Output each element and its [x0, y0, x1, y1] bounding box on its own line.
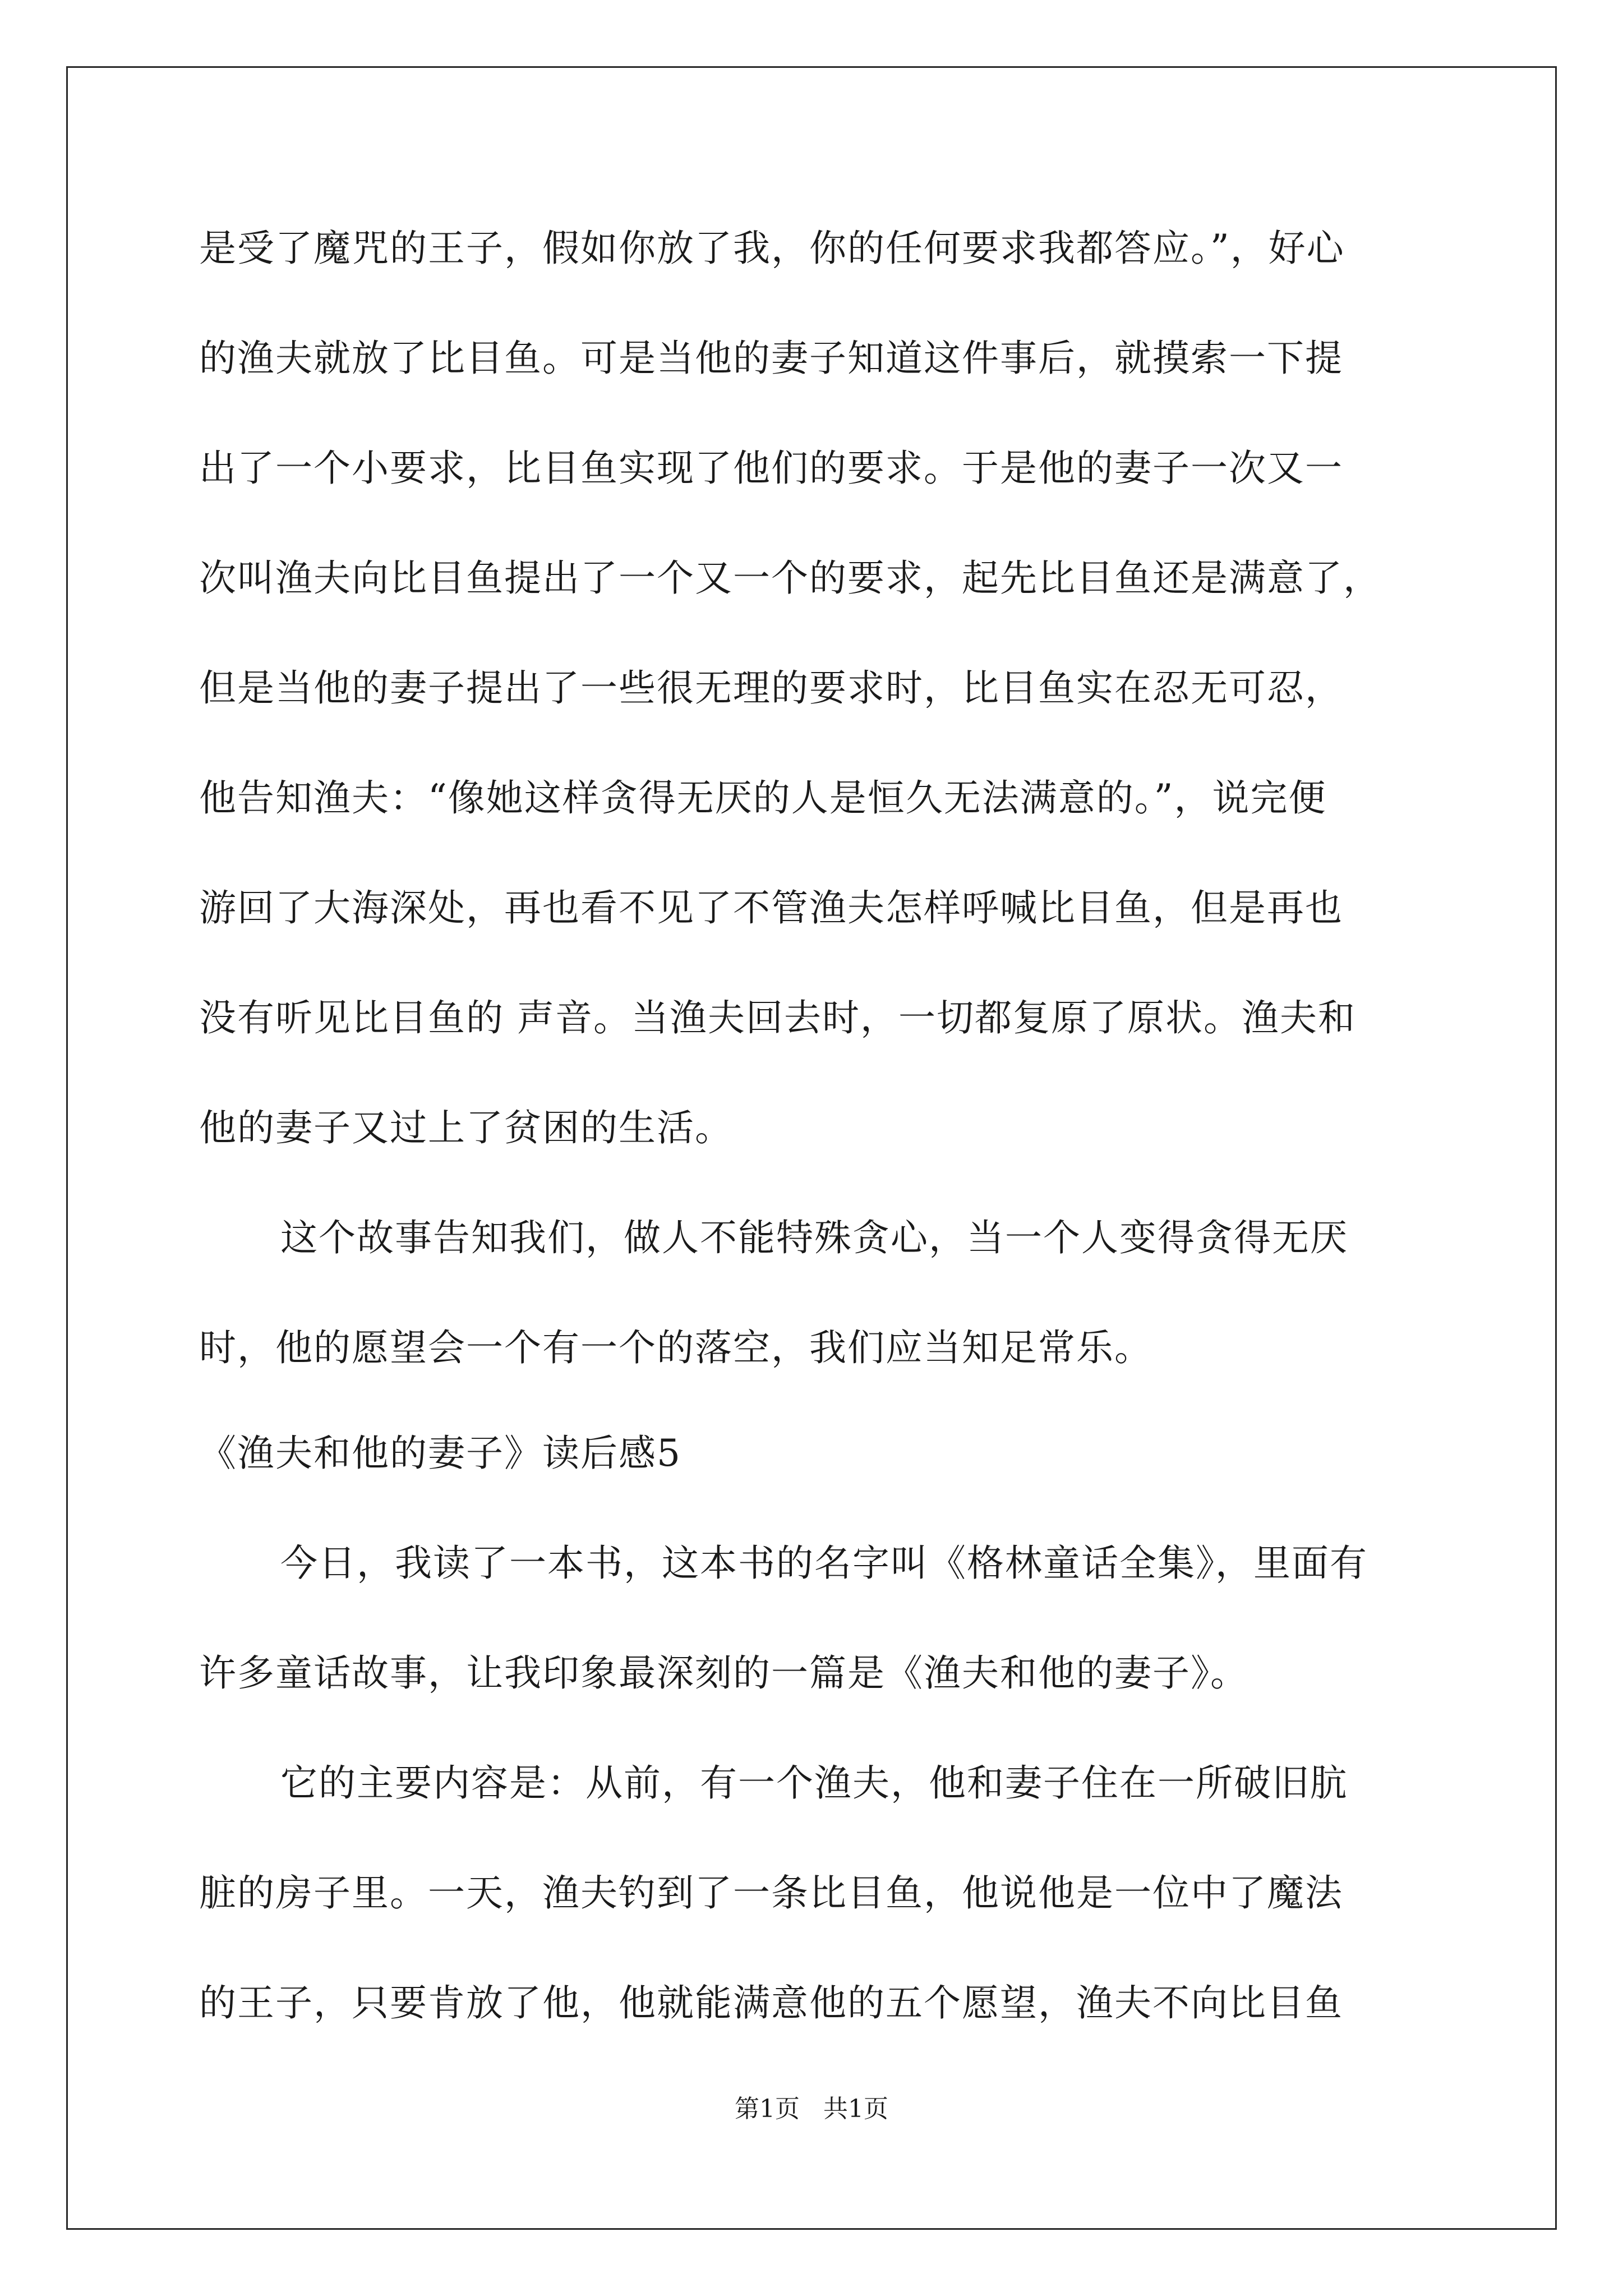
text-line: 的渔夫就放了比目鱼。可是当他的妻子知道这件事后，就摸索一下提	[199, 337, 1343, 380]
text-line: 没有听见比目鱼的 声音。当渔夫回去时，一切都复原了原状。渔夫和	[199, 996, 1356, 1039]
text-line: 但是当他的妻子提出了一些很无理的要求时，比目鱼实在忍无可忍，	[199, 666, 1343, 710]
text-line: 许多童话故事，让我印象最深刻的一篇是《渔夫和他的妻子》。	[199, 1651, 1248, 1695]
paragraph-start-line: 它的主要内容是：从前，有一个渔夫，他和妻子住在一所破旧肮	[280, 1761, 1348, 1805]
paragraph-start-line: 这个故事告知我们，做人不能特殊贪心，当一个人变得贪得无厌	[280, 1216, 1348, 1259]
text-line: 的王子，只要肯放了他，他就能满意他的五个愿望，渔夫不向比目鱼	[199, 1981, 1343, 2024]
text-line: 是受了魔咒的王子，假如你放了我，你的任何要求我都答应。”，好心	[199, 227, 1345, 270]
text-line: 脏的房子里。一天，渔夫钓到了一条比目鱼，他说他是一位中了魔法	[199, 1871, 1343, 1915]
text-line: 次叫渔夫向比目鱼提出了一个又一个的要求，起先比目鱼还是满意了，	[199, 556, 1381, 600]
text-line: 他告知渔夫：“像她这样贪得无厌的人是恒久无法满意的。”，说完便	[199, 776, 1327, 820]
text-line: 出了一个小要求，比目鱼实现了他们的要求。于是他的妻子一次又一	[199, 447, 1343, 490]
page-number-footer: 第1页 共1页	[735, 2095, 888, 2123]
text-line: 游回了大海深处，再也看不见了不管渔夫怎样呼喊比目鱼，但是再也	[199, 886, 1343, 930]
text-line: 时，他的愿望会一个有一个的落空，我们应当知足常乐。	[199, 1326, 1152, 1369]
section-title: 《渔夫和他的妻子》读后感5	[199, 1432, 681, 1475]
paragraph-start-line: 今日，我读了一本书，这本书的名字叫《格林童话全集》，里面有	[280, 1542, 1368, 1585]
text-line: 他的妻子又过上了贫困的生活。	[199, 1106, 733, 1149]
